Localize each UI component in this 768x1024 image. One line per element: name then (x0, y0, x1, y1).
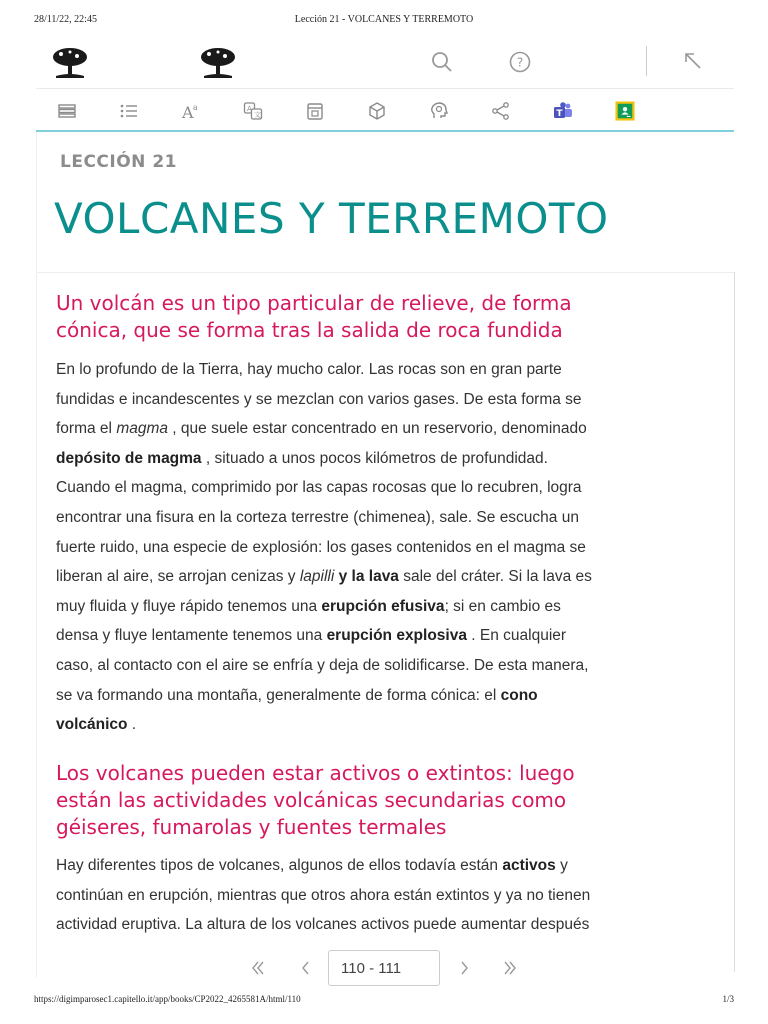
text-line: forma el magma , que suele estar concentrado en un reservorio, denominado (56, 420, 587, 438)
term-lava: y la lava (334, 568, 399, 586)
svg-text:T: T (556, 109, 563, 119)
term-cono: cono (500, 686, 538, 704)
text-line: se va formando una montaña, generalmente de forma cónica: el cono (56, 686, 538, 704)
list-icon[interactable] (118, 100, 140, 122)
svg-text:A: A (182, 103, 194, 121)
last-page-icon[interactable] (498, 956, 522, 980)
lesson-label: LECCIÓN 21 (60, 152, 177, 172)
print-url: https://digimparosec1.capitello.it/app/books/CP2022_4265581A/html/110 (34, 994, 301, 1004)
body-paragraph (56, 355, 736, 740)
teams-icon[interactable] (552, 100, 574, 122)
term-erupcion-efusiva: erupción efusiva (321, 597, 445, 615)
search-icon[interactable] (430, 50, 454, 74)
classroom-icon[interactable] (614, 100, 636, 122)
body-paragraph (56, 851, 736, 940)
calendar-icon[interactable] (304, 100, 326, 122)
first-page-icon[interactable] (246, 956, 270, 980)
reader-toolbar (36, 92, 734, 132)
term-lapilli: lapilli (299, 568, 335, 586)
book-stack-icon[interactable] (56, 100, 78, 122)
text-line: continúan en erupción, mientras que otros ahora están extintos y ya no tienen (56, 886, 591, 904)
heading-line: Un volcán es un tipo particular de relieve, de forma (56, 291, 572, 315)
print-datetime: 28/11/22, 22:45 (34, 14, 97, 25)
term-erupcion-explosiva: erupción explosiva (326, 627, 467, 645)
section-heading (56, 290, 716, 344)
prev-page-icon[interactable] (294, 956, 318, 980)
cube-icon[interactable] (366, 100, 388, 122)
text-line: fuerte ruido, una especie de explosión: los gases contenidos en el magma se (56, 538, 586, 556)
expand-icon[interactable] (682, 50, 704, 72)
page-navigator (0, 950, 768, 988)
print-header (0, 10, 768, 24)
text-line: volcánico . (56, 716, 137, 734)
heading-line: géiseres, fumarolas y fuentes termales (56, 815, 447, 839)
top-bar (36, 38, 734, 89)
print-page-number: 1/3 (722, 994, 734, 1004)
svg-text:?: ? (516, 55, 524, 70)
text-line: Cuando el magma, comprimido por las capas rocosas que lo recubren, logra (56, 479, 582, 497)
translate-icon[interactable] (242, 100, 264, 122)
help-icon[interactable] (508, 50, 532, 74)
text-line: fundidas e incandescentes y se mezclan con varios gases. De esta forma se (56, 390, 582, 408)
svg-text:A: A (247, 105, 252, 113)
heading-line: están las actividades volcánicas secundarias como (56, 788, 567, 812)
section-heading (56, 760, 716, 841)
term-deposito: depósito de magma (56, 449, 202, 467)
head-icon[interactable] (428, 100, 450, 122)
font-size-icon[interactable] (180, 100, 202, 122)
print-doc-title: Lección 21 - VOLCANES Y TERREMOTO (294, 14, 474, 25)
svg-text:文: 文 (254, 111, 261, 119)
term-volcanico: volcánico (56, 716, 128, 734)
share-icon[interactable] (490, 100, 512, 122)
text-line: depósito de magma , situado a unos pocos kilómetros de profundidad. (56, 449, 548, 467)
text-line: caso, al contacto con el aire se enfría y deja de solidificarse. De esta manera, (56, 656, 589, 674)
page-number-input[interactable]: 110 - 111 (328, 950, 440, 986)
print-footer (0, 994, 768, 1008)
text-line: actividad eruptiva. La altura de los volcanes activos puede aumentar después (56, 916, 590, 934)
divider (646, 46, 647, 76)
heading-line: cónica, que se forma tras la salida de roca fundida (56, 318, 563, 342)
term-activos: activos (502, 857, 556, 874)
text-line: muy fluida y fluye rápido tenemos una erupción efusiva; si en cambio es (56, 597, 561, 615)
next-page-icon[interactable] (452, 956, 476, 980)
text-line: Hay diferentes tipos de volcanes, algunos de ellos todavía están activos y (56, 857, 568, 874)
tree-logo-icon[interactable] (198, 46, 238, 80)
heading-line: Los volcanes pueden estar activos o extintos: luego (56, 761, 575, 785)
text-line: liberan al aire, se arrojan cenizas y lapilli y la lava sale del cráter. Si la lava es (56, 568, 592, 586)
term-magma: magma (116, 420, 168, 438)
tree-logo-icon[interactable] (50, 46, 90, 80)
divider (36, 272, 734, 273)
text-line: encontrar una fisura en la corteza terrestre (chimenea), sale. Se escucha un (56, 508, 579, 526)
text-line: En lo profundo de la Tierra, hay mucho calor. Las rocas son en gran parte (56, 361, 562, 378)
text-line: densa y fluye lentamente tenemos una erupción explosiva . En cualquier (56, 627, 567, 645)
page-title: VOLCANES Y TERREMOTO (54, 194, 609, 243)
svg-text:a: a (193, 103, 198, 112)
